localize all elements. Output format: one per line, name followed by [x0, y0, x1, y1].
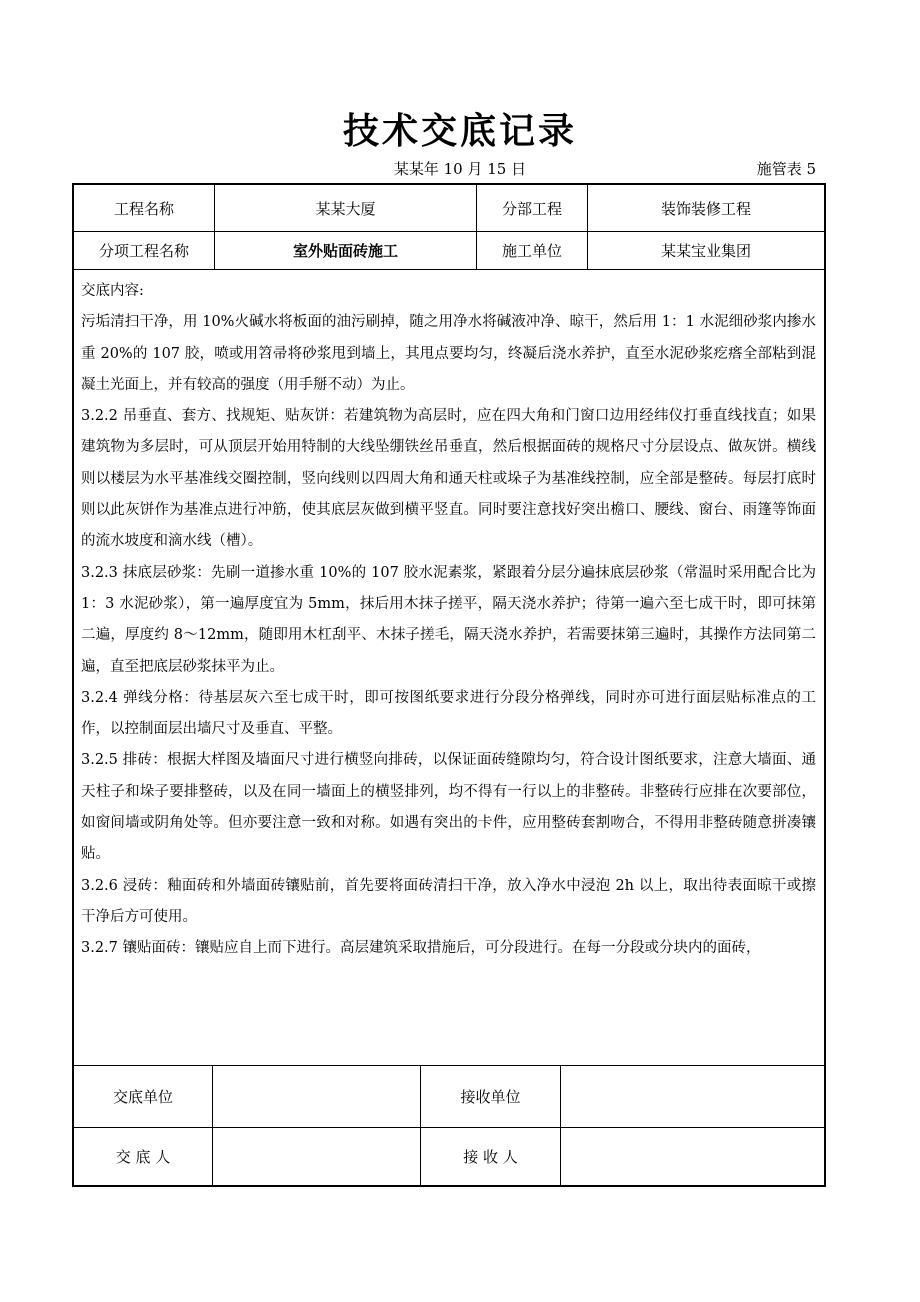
- receiving-unit-field[interactable]: [561, 1066, 824, 1127]
- content-paragraph: 3.2.5 排砖：根据大样图及墙面尺寸进行横竖向排砖，以保证面砖缝隙均匀，符合设计图纸要求，注意大墙面、通天柱子和垛子要排整砖，以及在同一墙面上的横竖排列，均不得有一行以上的非整砖。非整砖行应排在次要部位，如窗间墙或阴角处等。但亦要注意一致和对称。如遇有突出的卡件，应用整砖套割吻合，不得用非整砖随意拼凑镶贴。: [81, 752, 816, 863]
- content-paragraph: 3.2.2 吊垂直、套方、找规矩、贴灰饼：若建筑物为高层时，应在四大角和门窗口边用经纬仪打垂直线找直；如果建筑物为多层时，可从顶层开始用特制的大线坠绷铁丝吊垂直，然后根据面砖的规格尺寸分层设点、做灰饼。横线则以楼层为水平基准线交圈控制，竖向线则以四周大角和通天柱或垛子为基准线控制，应全部是整砖。每层打底时则以此灰饼作为基准点进行冲筋，使其底层灰做到横平竖直。同时要注意找好突出檐口、腰线、窗台、雨篷等饰面的流水坡度和滴水线（槽）。: [81, 408, 816, 550]
- content-paragraph: 3.2.7 镶贴面砖：镶贴应自上而下进行。高层建筑采取措施后，可分段进行。在每一分段或分块内的面砖，: [81, 940, 761, 957]
- handover-unit-field[interactable]: [213, 1066, 420, 1127]
- subitem-label: 分项工程名称: [98, 242, 189, 260]
- receiving-unit-label: 接收单位: [460, 1088, 521, 1106]
- content-paragraph: 3.2.4 弹线分格：待基层灰六至七成干时，即可按图纸要求进行分段分格弹线，同时亦可进行面层贴标准点的工作，以控制面层出墙尺寸及垂直、平整。: [81, 689, 816, 738]
- handover-person-label: 交 底 人: [115, 1148, 171, 1166]
- content-heading: 交底内容:: [81, 283, 144, 299]
- handover-person-field[interactable]: [213, 1128, 420, 1185]
- content-paragraph: 3.2.3 抹底层砂浆：先刷一道掺水重 10%的 107 胶水泥素浆，紧跟着分层分遍抹底层砂浆（常温时采用配合比为 1：3 水泥砂浆），第一遍厚度宜为 5mm，抹后用木抹子搓平，隔天浇水养护；待第一遍六至七成干时，即可抹第二遍，厚度约 8～12mm，随即用木杠刮平、木抹子搓毛，隔天浇水养护，若需要抹第三遍时，其操作方法同第二遍，直至把底层砂浆抹平为止。: [81, 564, 816, 675]
- document-title: 技术交底记录: [342, 111, 577, 152]
- construction-unit-value: 某某宝业集团: [660, 242, 751, 260]
- document-date: 某某年 10 月 15 日: [393, 160, 527, 178]
- receiving-person-field[interactable]: [561, 1128, 824, 1185]
- project-name-value: 某某大厦: [315, 199, 376, 218]
- content-paragraph: 污垢清扫干净，用 10%火碱水将板面的油污刷掉，随之用净水将碱液冲净、晾干，然后用 1：1 水泥细砂浆内掺水重 20%的 107 胶，喷或用笤帚将砂浆甩到墙上，其甩点要均匀，终凝后浇水养护，直至水泥砂浆疙瘩全部粘到混凝土光面上，并有较高的强度（用手掰不动）为止。: [81, 314, 816, 393]
- subitem-value: 室外贴面砖施工: [292, 242, 398, 260]
- receiving-person-label: 接 收 人: [463, 1148, 518, 1166]
- division-value: 装饰装修工程: [660, 199, 751, 218]
- project-name-label: 工程名称: [113, 199, 174, 218]
- handover-unit-label: 交底单位: [112, 1088, 173, 1106]
- construction-unit-label: 施工单位: [501, 242, 562, 260]
- form-number: 施管表 5: [756, 160, 816, 178]
- handover-record-table: [72, 183, 826, 1187]
- division-label: 分部工程: [501, 199, 562, 218]
- handover-content: [81, 276, 816, 965]
- content-paragraph: 3.2.6 浸砖：釉面砖和外墙面砖镶贴前，首先要将面砖清扫干净，放入净水中浸泡 2h 以上，取出待表面晾干或擦干净后方可使用。: [81, 877, 816, 925]
- row-divider: [74, 269, 824, 270]
